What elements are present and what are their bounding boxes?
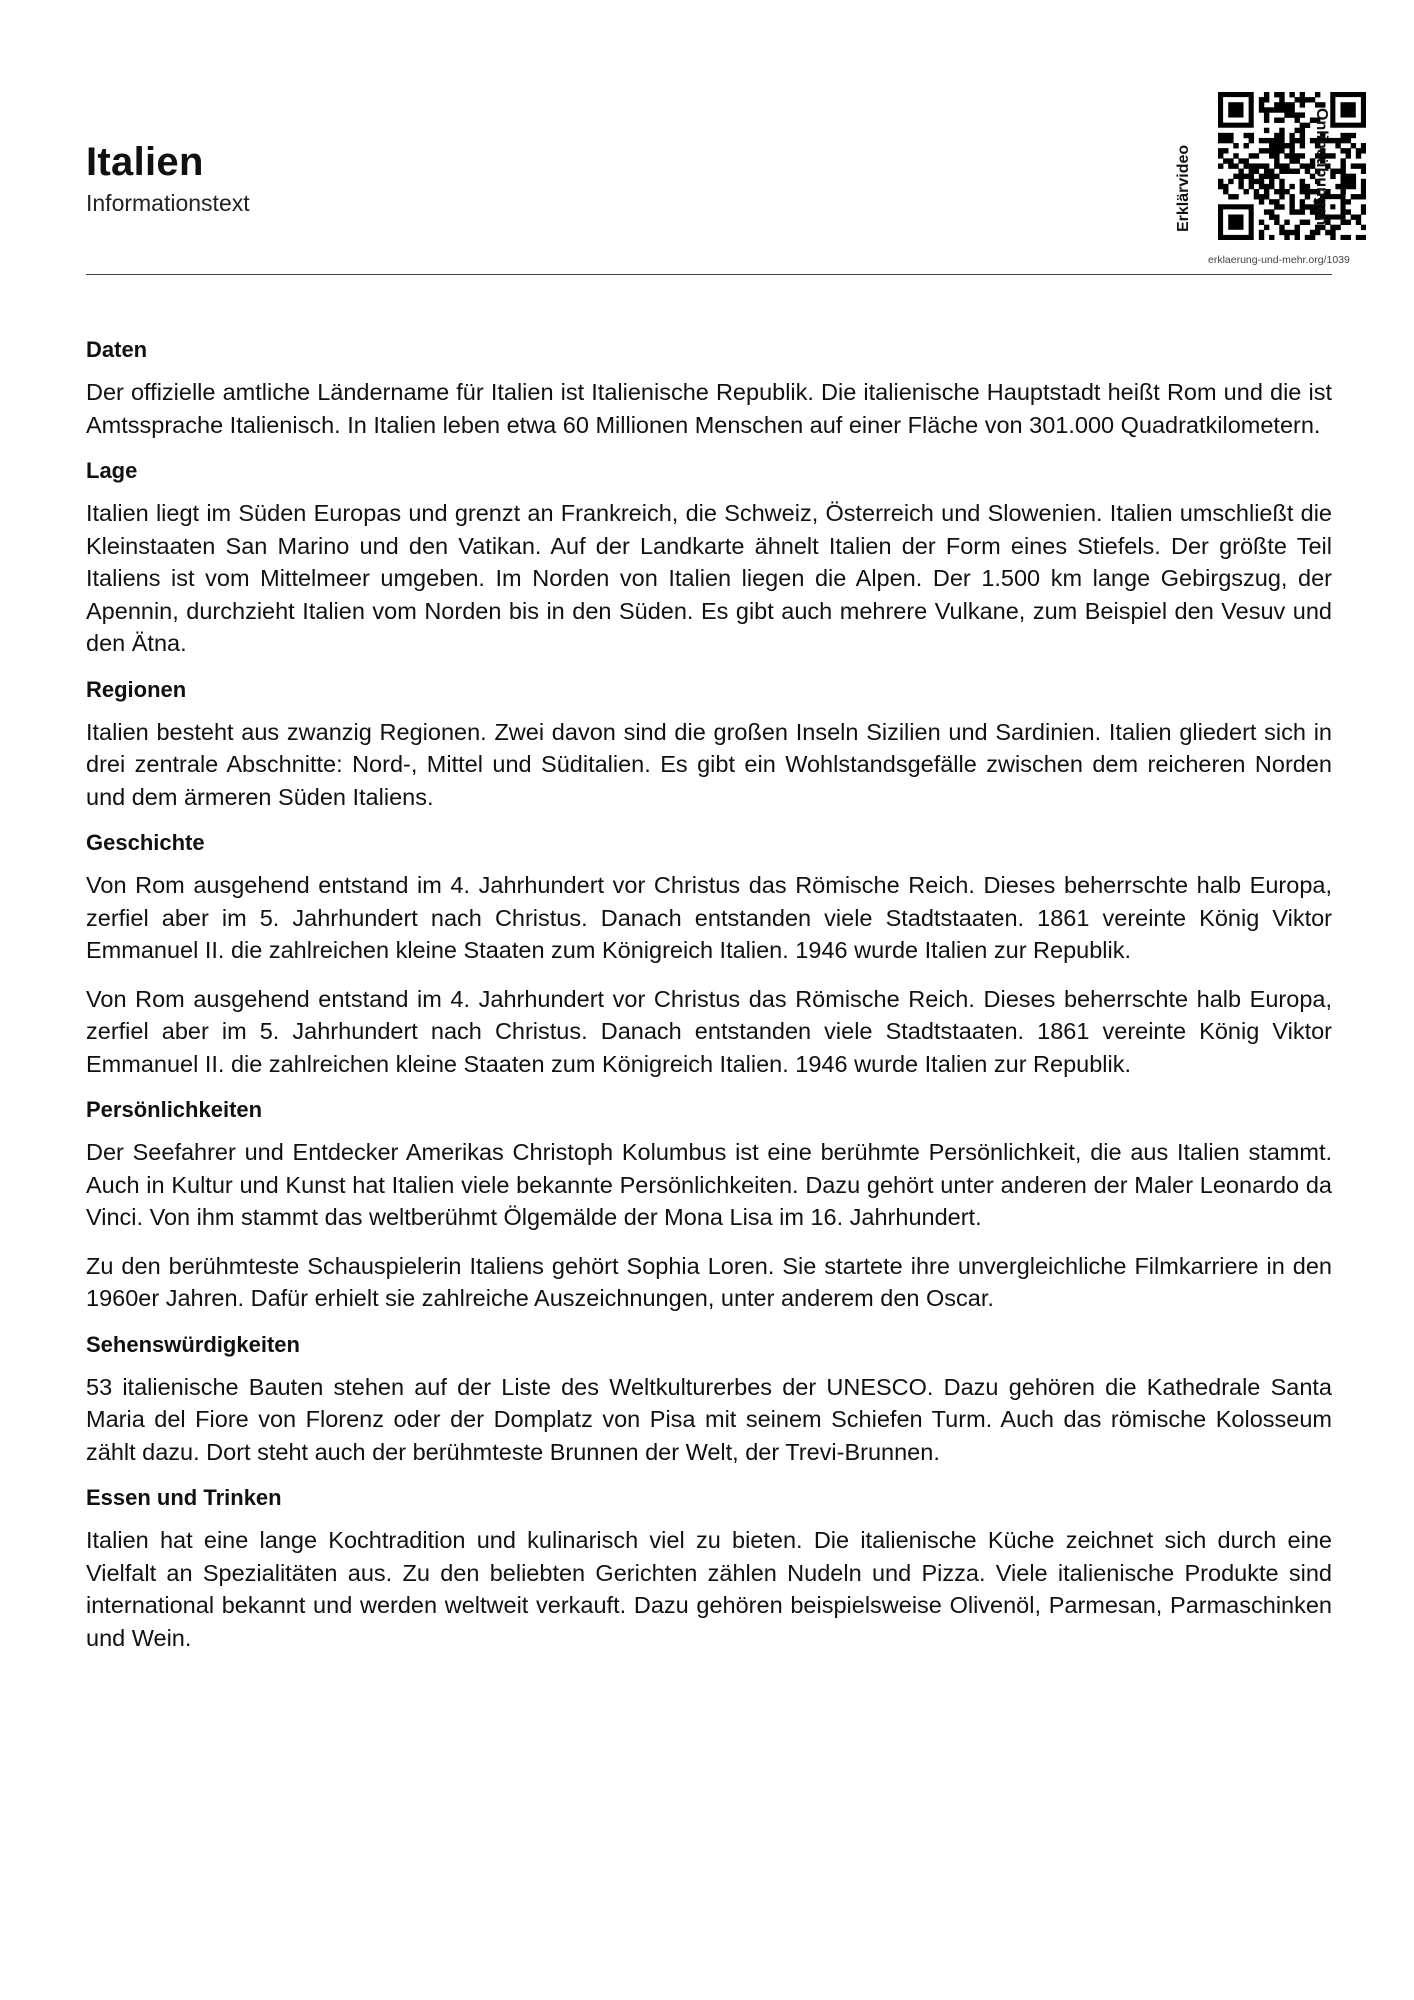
paragraph: Zu den berühmteste Schauspielerin Italiens gehört Sophia Loren. Sie startete ihre unvergleichliche Filmkarriere in den 1960er Jahren. Dafür erhielt sie zahlreiche Auszeichnungen, unter anderem den Oscar. [86,1252,1332,1311]
page-header [86,80,1350,275]
page-title: Italien [86,140,204,184]
qr-label-exercises: Onlineübungen [1313,108,1330,226]
section-heading: Regionen [86,676,187,702]
section-heading: Persönlichkeiten [86,1097,263,1122]
paragraph: Italien liegt im Süden Europas und grenzt an Frankreich, die Schweiz, Österreich und Slowenien. Italien umschließt die Kleinstaaten San Marino und den Vatikan. Auf der Landkarte ähnelt Italien der Form eines Stiefels. Der größte Teil Italiens ist vom Mittelmeer umgeben. Im Norden von Italien liegen die Alpen. Der 1.500 km lange Gebirgszug, der Apennin, durchzieht Italien vom Norden bis in den Süden. Es gibt auch mehrere Vulkane, zum Beispiel den Vesuv und den Ätna. [86,500,1332,656]
section-heading: Sehenswürdigkeiten [86,1331,300,1357]
section-heading: Geschichte [86,830,205,855]
paragraph: Von Rom ausgehend entstand im 4. Jahrhundert vor Christus das Römische Reich. Dieses beherrschte halb Europa, zerfiel aber im 5. Jahrhundert nach Christus. Danach entstanden viele Stadtstaaten. 1861 vereinte König Viktor Emmanuel II. die zahlreichen kleine Staaten zum Königreich Italien. 1946 wurde Italien zur Republik. [86,872,1332,963]
document-body [86,336,1332,1670]
section-heading: Daten [86,337,148,362]
qr-code-icon[interactable] [1218,92,1366,245]
paragraph: Der Seefahrer und Entdecker Amerikas Christoph Kolumbus ist eine berühmte Persönlichkeit, die aus Italien stammt. Auch in Kultur und Kunst hat Italien viele bekannte Persönlichkeiten. Dazu gehört unter anderen der Maler Leonardo da Vinci. Von ihm stammt das weltberühmt Ölgemälde der Mona Lisa im 16. Jahrhundert. [86,1139,1332,1230]
qr-block [1090,80,1350,270]
section-lage [86,457,1332,660]
section-regionen [86,676,1332,814]
section-daten [86,336,1332,441]
section-heading: Essen und Trinken [86,1485,282,1510]
qr-url: erklaerung-und-mehr.org/1039 [1208,254,1350,266]
paragraph: 53 italienische Bauten stehen auf der Liste des Weltkulturerbes der UNESCO. Dazu gehören die Kathedrale Santa Maria del Fiore von Florenz oder der Domplatz von Pisa mit seinem Schiefen Turm. Auch das römische Kolosseum zählt dazu. Dort steht auch der berühmteste Brunnen der Welt, der Trevi-Brunnen. [86,1373,1332,1465]
section-sehenswuerdigkeiten [86,1331,1332,1469]
section-persoenlichkeiten [86,1096,1332,1315]
paragraph: Italien besteht aus zwanzig Regionen. Zwei davon sind die großen Inseln Sizilien und Sardinien. Italien gliedert sich in drei zentrale Abschnitte: Nord-, Mittel und Süditalien. Es gibt ein Wohlstandsgefälle zwischen dem reicheren Norden und dem ärmeren Süden Italiens. [86,718,1332,810]
paragraph: Italien hat eine lange Kochtradition und kulinarisch viel zu bieten. Die italienische Küche zeichnet sich durch eine Vielfalt an Spezialitäten aus. Zu den beliebten Gerichten zählen Nudeln und Pizza. Viele italienische Produkte sind international bekannt und werden weltweit verkauft. Dazu gehören beispielsweise Olivenöl, Parmesan, Parmaschinken und Wein. [86,1527,1332,1651]
section-heading: Lage [86,458,138,483]
section-essen-und-trinken [86,1484,1332,1654]
qr-label-video: Erklärvideo [1175,144,1192,232]
paragraph: Der offizielle amtliche Ländername für Italien ist Italienische Republik. Die italienische Hauptstadt heißt Rom und die ist Amtssprache Italienisch. In Italien leben etwa 60 Millionen Menschen auf einer Fläche von 301.000 Quadratkilometern. [86,379,1332,438]
page-subtitle: Informationstext [86,190,250,216]
section-geschichte [86,829,1332,1080]
paragraph: Von Rom ausgehend entstand im 4. Jahrhundert vor Christus das Römische Reich. Dieses beherrschte halb Europa, zerfiel aber im 5. Jahrhundert nach Christus. Danach entstanden viele Stadtstaaten. 1861 vereinte König Viktor Emmanuel II. die zahlreichen kleine Staaten zum Königreich Italien. 1946 wurde Italien zur Republik. [86,985,1332,1077]
